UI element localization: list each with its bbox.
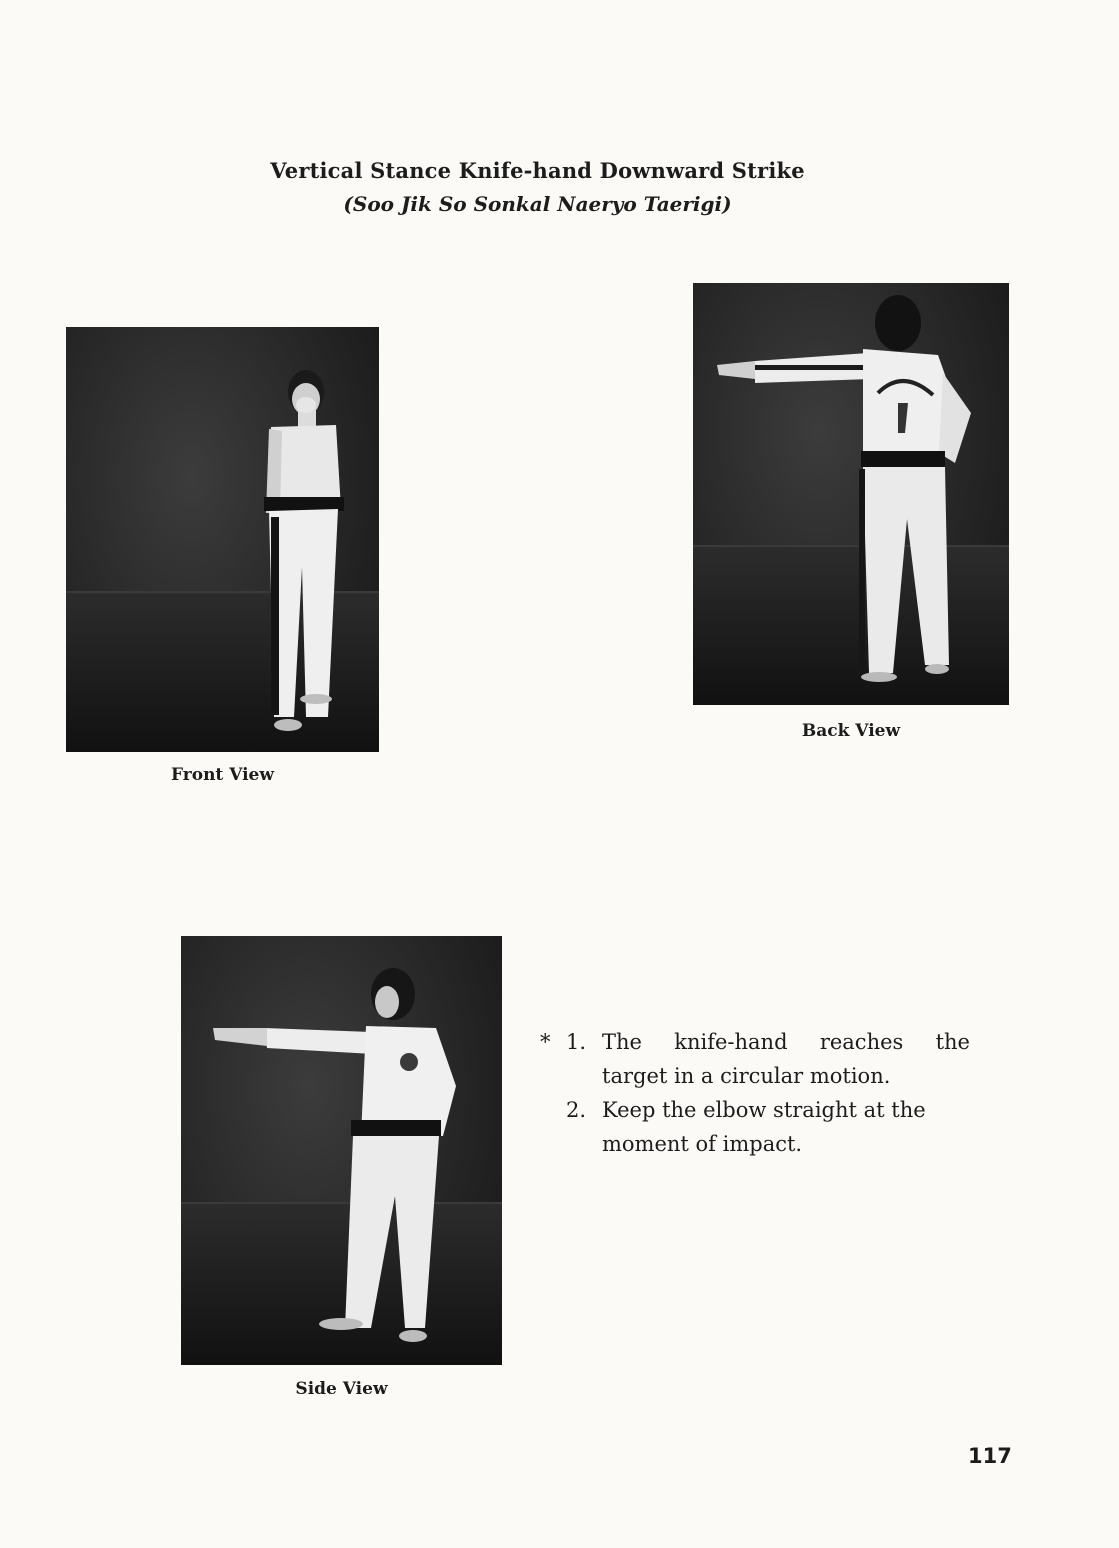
back-view-photo — [693, 283, 1009, 705]
page-subtitle: (Soo Jik So Sonkal Naeryo Taerigi) — [343, 192, 732, 216]
note-text: The knife-hand reaches the — [602, 1030, 970, 1054]
list-item — [540, 1127, 970, 1161]
list-item — [540, 1093, 970, 1127]
note-number: 1. — [566, 1030, 587, 1054]
note-number: 2. — [566, 1098, 587, 1122]
page-number: 117 — [968, 1444, 1012, 1468]
side-view-figure — [181, 936, 502, 1365]
front-view-caption: Front View — [171, 765, 274, 785]
note-text: target in a circular motion. — [602, 1064, 891, 1088]
list-item — [540, 1025, 970, 1059]
note-marker: * — [540, 1030, 551, 1054]
back-view-caption: Back View — [801, 721, 901, 741]
side-view-photo — [181, 936, 502, 1365]
technique-notes — [540, 1025, 970, 1161]
front-view-photo — [66, 327, 379, 752]
note-text: moment of impact. — [602, 1132, 803, 1156]
back-view-figure — [693, 283, 1009, 705]
list-item — [540, 1059, 970, 1093]
page-title: Vertical Stance Knife-hand Downward Strike — [270, 158, 805, 183]
front-view-figure — [66, 327, 379, 752]
note-text: Keep the elbow straight at the — [602, 1098, 926, 1122]
side-view-caption: Side View — [295, 1379, 388, 1399]
